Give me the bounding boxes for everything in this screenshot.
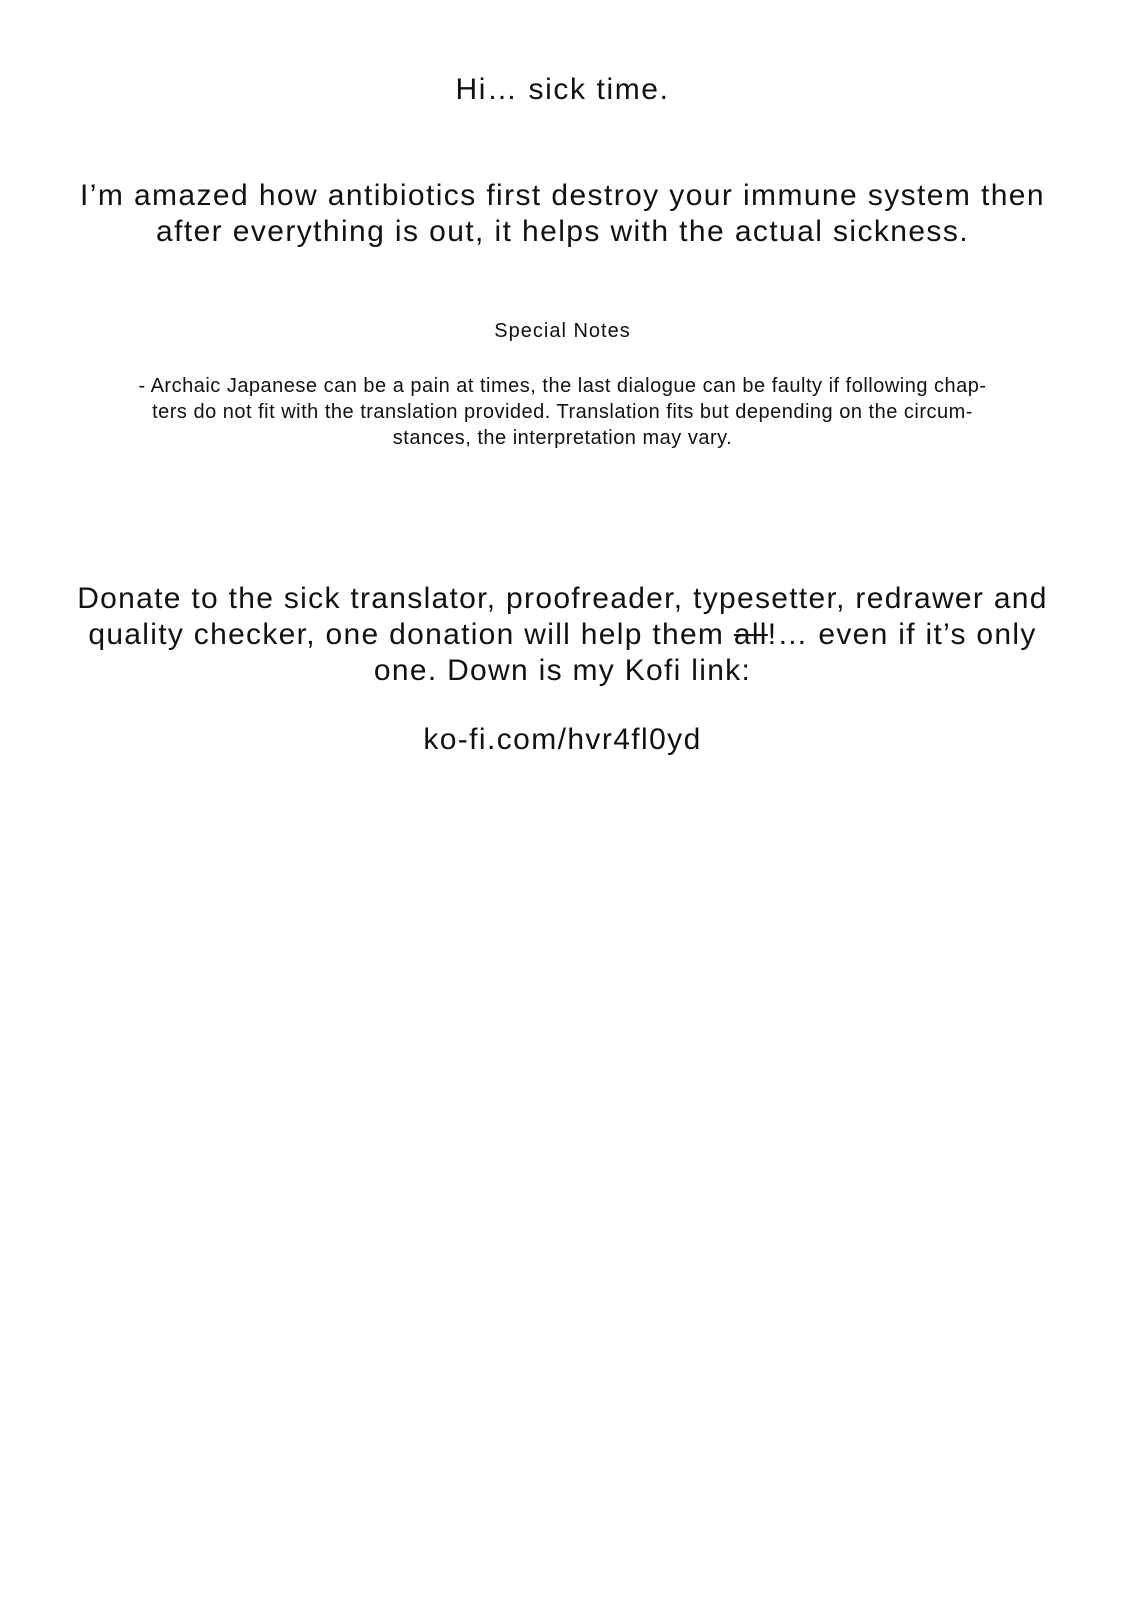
donate-line-3: one. Down is my Kofi link: bbox=[373, 654, 752, 687]
struck-word: all bbox=[733, 618, 768, 651]
kofi-link[interactable]: ko-fi.com/hvr4fl0yd bbox=[423, 723, 702, 756]
greeting-text: Hi… sick time. bbox=[455, 73, 670, 106]
donate-line-2 bbox=[55, 617, 1070, 653]
special-notes-heading: Special Notes bbox=[494, 320, 631, 342]
donate-paragraph bbox=[55, 581, 1070, 689]
donate-line-2-start: quality checker, one donation will help them bbox=[88, 618, 734, 651]
antibiotics-line-2: after everything is out, it helps with the actual sickness. bbox=[156, 215, 969, 248]
special-notes-line-2: ters do not fit with the translation provided. Translation fits but depending on the circum- bbox=[152, 401, 973, 423]
special-notes-line-3: stances, the interpretation may vary. bbox=[392, 427, 733, 449]
donate-line-1: Donate to the sick translator, proofreader, typesetter, redrawer and bbox=[77, 582, 1048, 615]
antibiotics-line-1: I’m amazed how antibiotics first destroy your immune system then bbox=[80, 179, 1045, 212]
special-notes-line-1: - Archaic Japanese can be a pain at times, the last dialogue can be faulty if following chap- bbox=[138, 375, 987, 397]
special-notes-body bbox=[60, 373, 1065, 451]
donate-line-2-end: !… even if it’s only bbox=[767, 618, 1037, 651]
antibiotics-paragraph bbox=[55, 178, 1070, 250]
